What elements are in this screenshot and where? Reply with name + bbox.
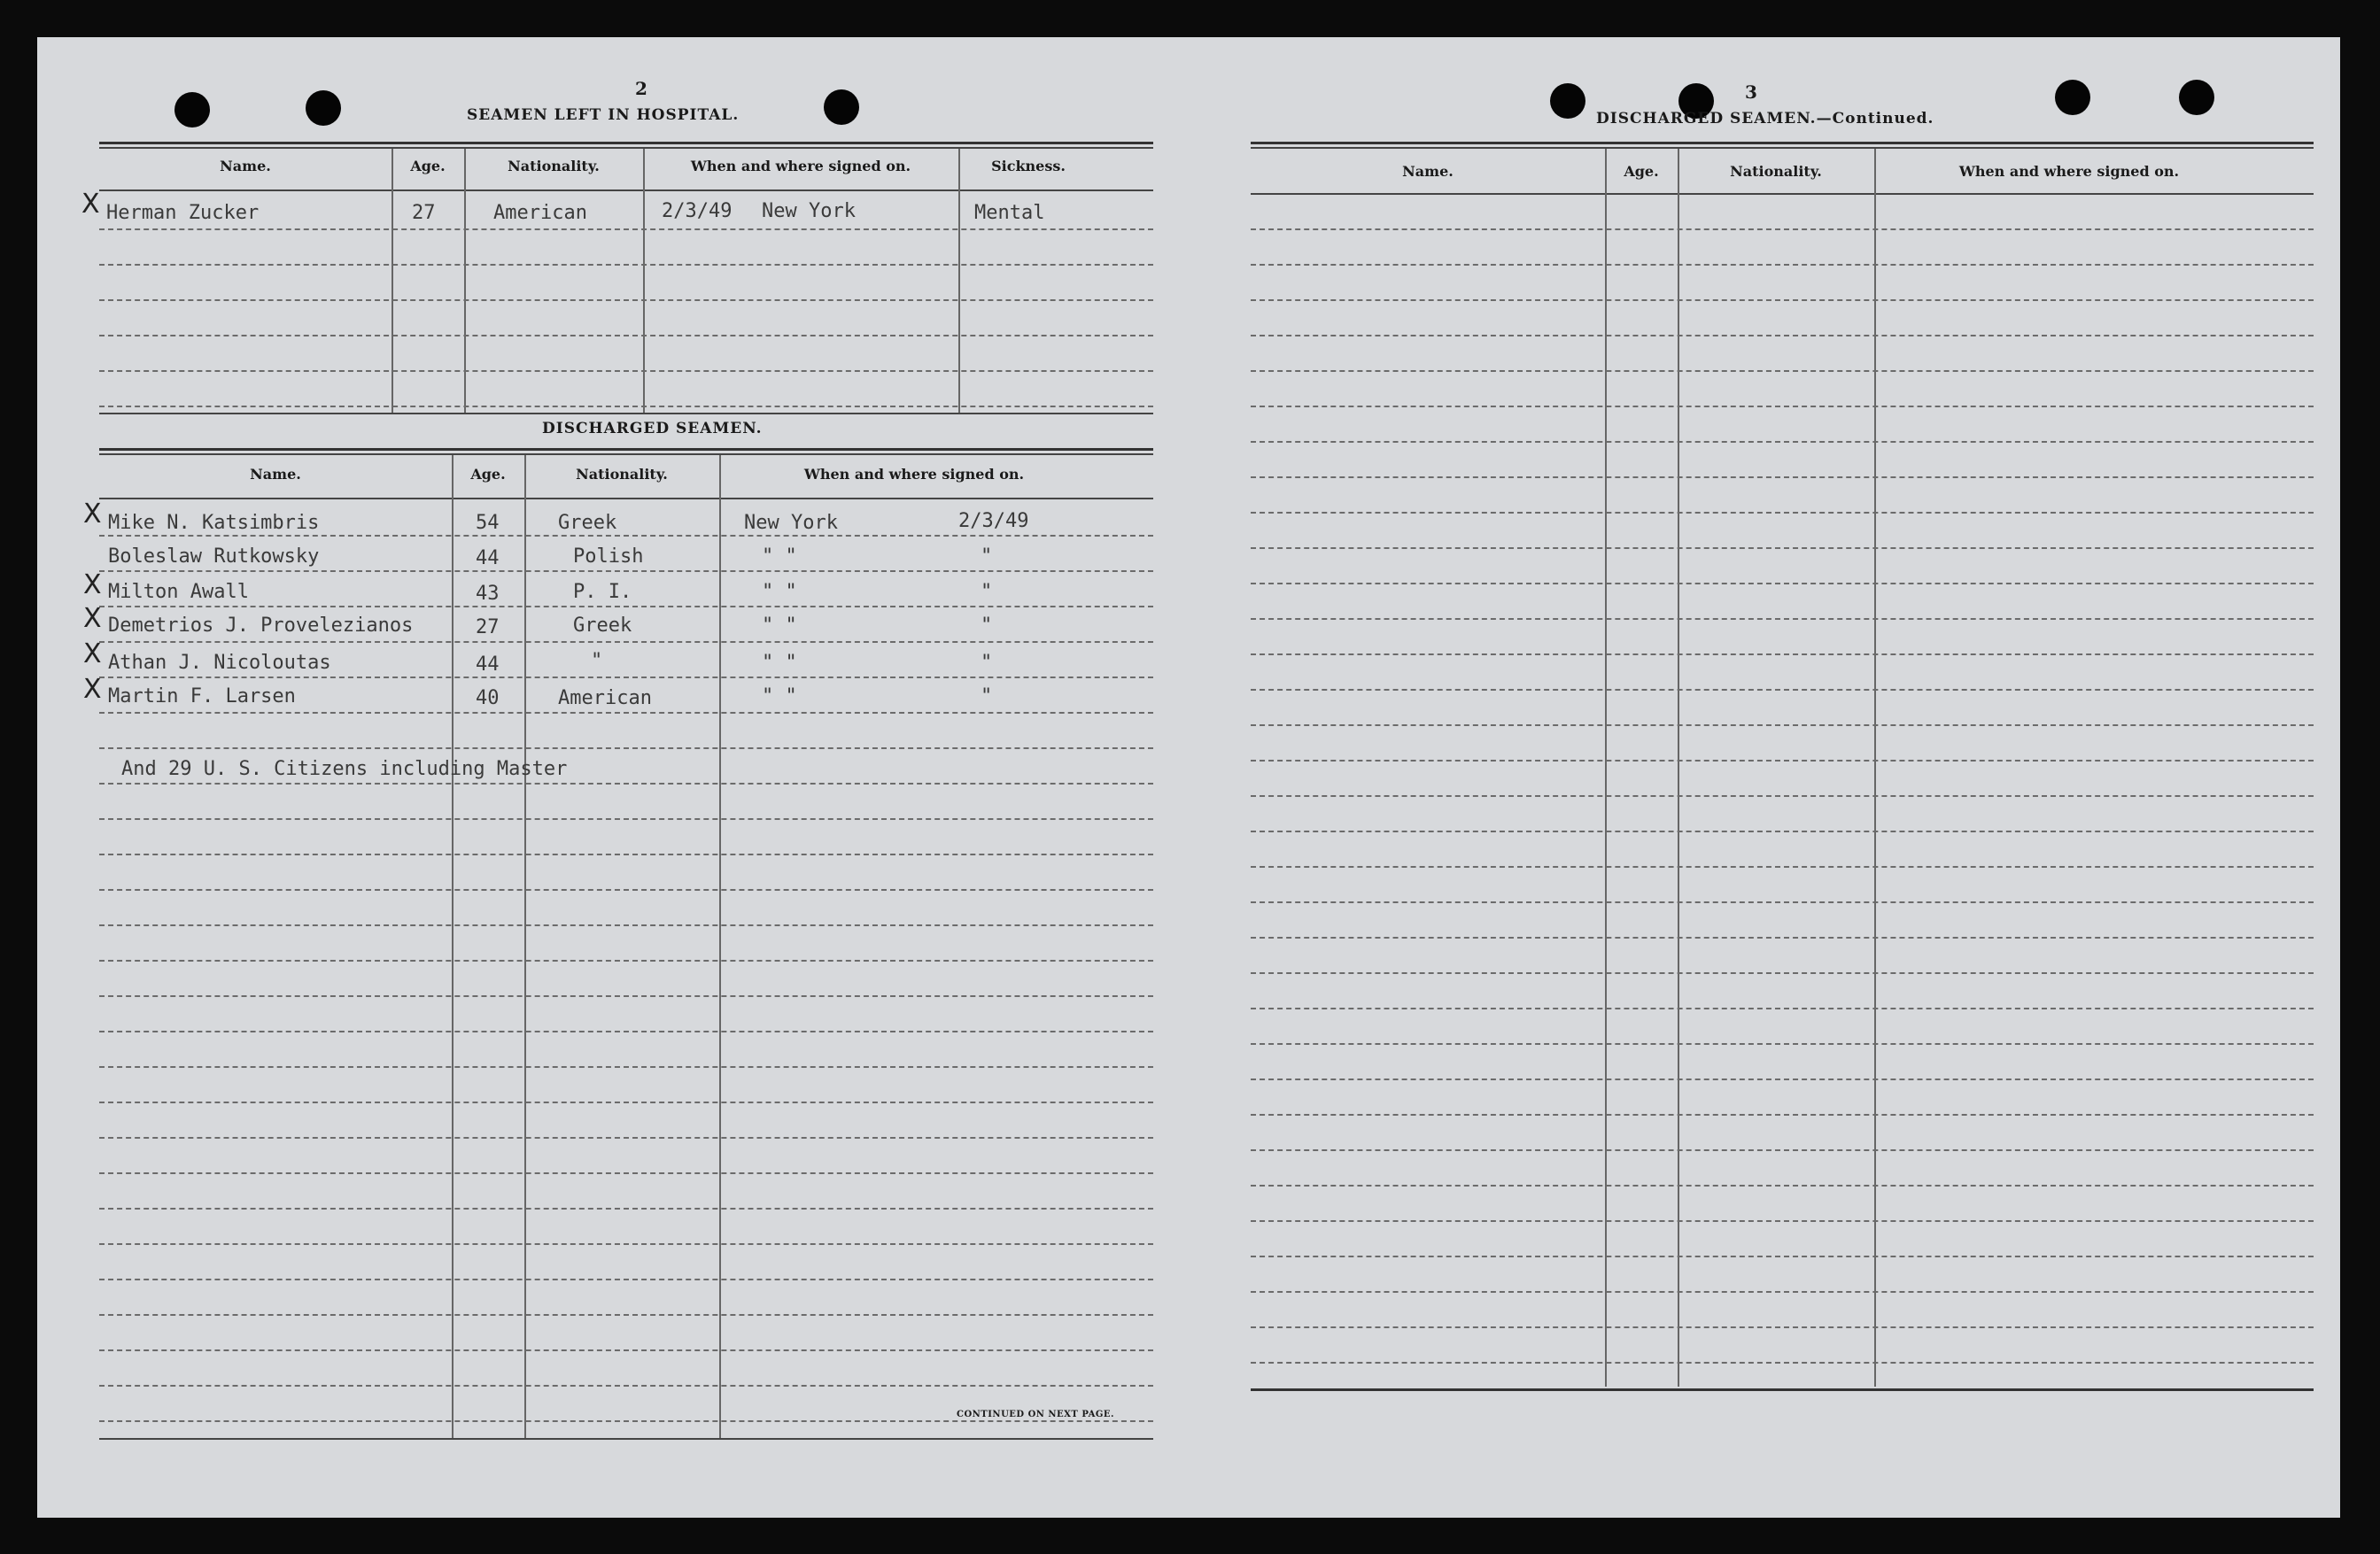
header-signed-on: When and where signed on.: [803, 466, 1025, 483]
header-name: Name.: [220, 158, 271, 174]
header-nationality: Nationality.: [1730, 163, 1822, 180]
document-sheet: [37, 37, 2340, 1518]
seaman-name: Boleslaw Rutkowsky: [108, 545, 320, 568]
seaman-age: 44: [476, 653, 500, 676]
signed-on-place: New York: [762, 200, 856, 222]
signed-on-date: 2/3/49: [662, 200, 733, 222]
check-mark: X: [83, 674, 102, 705]
seaman-name: Herman Zucker: [106, 202, 260, 224]
discharged-table: [83, 448, 1153, 1453]
discharged-continued-table: [1251, 142, 2314, 1452]
header-name: Name.: [1402, 163, 1454, 180]
signed-on-date: ": [981, 581, 993, 603]
hospital-table: [81, 142, 1153, 447]
citizens-note: And 29 U. S. Citizens including Master: [121, 758, 568, 780]
signed-on-date: ": [981, 615, 993, 637]
signed-on-date: ": [981, 652, 993, 674]
seaman-age: 27: [476, 616, 500, 638]
seaman-age: 44: [476, 547, 500, 569]
continued-footer: CONTINUED ON NEXT PAGE.: [957, 1410, 1115, 1419]
header-nationality: Nationality.: [508, 158, 600, 174]
check-mark: X: [83, 569, 102, 600]
seaman-nationality: American: [558, 687, 652, 709]
seaman-name: Mike N. Katsimbris: [108, 512, 320, 534]
check-mark: X: [83, 603, 102, 634]
signed-on-place: " ": [762, 652, 797, 674]
header-signed-on: When and where signed on.: [1958, 163, 2180, 180]
header-signed-on: When and where signed on.: [690, 158, 911, 174]
check-mark: X: [83, 499, 102, 530]
discharged-continued-title: DISCHARGED SEAMEN.—Continued.: [1596, 110, 1934, 128]
seaman-nationality: P. I.: [573, 581, 632, 603]
right-page: [1251, 37, 2314, 1518]
seaman-age: 43: [476, 583, 500, 605]
left-page: [81, 37, 1153, 1518]
header-name: Name.: [250, 466, 301, 483]
signed-on-place: " ": [762, 685, 797, 707]
seaman-name: Demetrios J. Provelezianos: [108, 615, 414, 637]
signed-on-date: ": [981, 545, 993, 568]
signed-on-date: 2/3/49: [958, 510, 1029, 532]
seaman-name: Athan J. Nicoloutas: [108, 652, 331, 674]
check-mark: X: [83, 638, 102, 669]
hospital-section-title: SEAMEN LEFT IN HOSPITAL.: [467, 106, 740, 124]
page-number: 3: [1745, 81, 1757, 103]
seaman-nationality: American: [493, 202, 587, 224]
seaman-age: 27: [412, 202, 436, 224]
seaman-name: Martin F. Larsen: [108, 685, 296, 707]
signed-on-place: New York: [744, 512, 838, 534]
header-age: Age.: [1624, 163, 1659, 180]
seaman-name: Milton Awall: [108, 581, 249, 603]
seaman-nationality: Greek: [558, 512, 617, 534]
seaman-nationality: ": [591, 650, 603, 672]
signed-on-place: " ": [762, 581, 797, 603]
discharged-section-title: DISCHARGED SEAMEN.: [542, 420, 763, 437]
signed-on-date: ": [981, 685, 993, 707]
sickness: Mental: [974, 202, 1045, 224]
signed-on-place: " ": [762, 615, 797, 637]
seaman-nationality: Greek: [573, 615, 632, 637]
header-nationality: Nationality.: [576, 466, 668, 483]
seaman-age: 54: [476, 512, 500, 534]
seaman-nationality: Polish: [573, 545, 644, 568]
signed-on-place: " ": [762, 545, 797, 568]
header-sickness: Sickness.: [991, 158, 1066, 174]
page-number: 2: [635, 78, 647, 99]
seaman-age: 40: [476, 687, 500, 709]
header-age: Age.: [470, 466, 506, 483]
header-age: Age.: [410, 158, 446, 174]
check-mark: X: [81, 189, 100, 220]
